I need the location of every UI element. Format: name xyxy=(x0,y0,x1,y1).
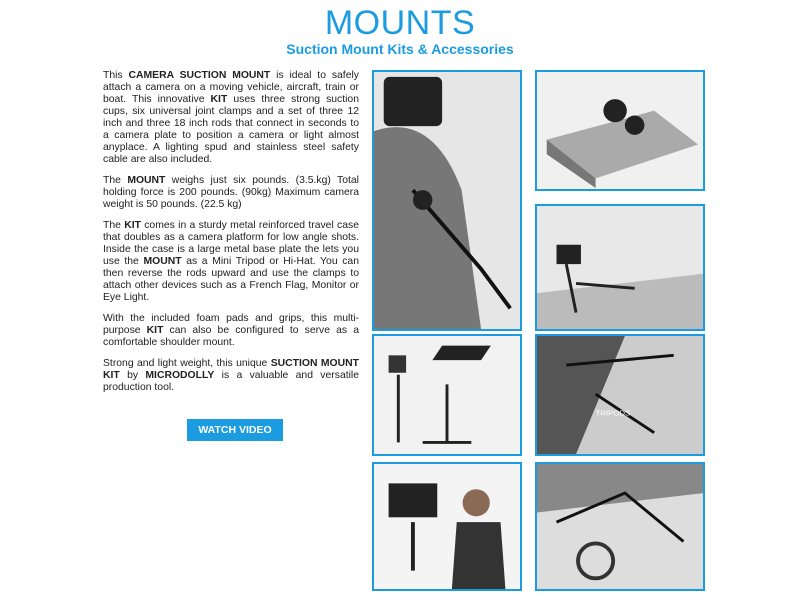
text: The xyxy=(103,175,128,186)
photo-windshield-mount[interactable] xyxy=(535,334,705,456)
page-subtitle: Suction Mount Kits & Accessories xyxy=(286,41,514,57)
description-paragraph xyxy=(103,70,359,166)
text: The xyxy=(103,220,125,231)
description-paragraph xyxy=(103,313,359,349)
bold-text: KIT xyxy=(146,325,164,336)
text: is ideal to safely attach a camera on a moving vehicle, aircraft, train or boat. This innovative xyxy=(103,70,359,105)
bold-text: MOUNT xyxy=(143,256,182,267)
photo-travel-case[interactable] xyxy=(535,70,705,191)
description-paragraph xyxy=(103,358,359,394)
text: Strong and light weight, this unique xyxy=(103,358,271,369)
bold-text: KIT xyxy=(210,94,228,105)
left-column xyxy=(103,70,359,441)
bold-text: SUCTION MOUNT KIT xyxy=(103,358,359,381)
text: comes in a sturdy metal reinforced travel case that doubles as a camera platform for low angle shots. Inside the case is a large metal base plate the lets you use the xyxy=(103,220,359,267)
page-title: MOUNTS xyxy=(324,4,476,42)
text: by xyxy=(119,370,146,381)
photo-low-angle-mount[interactable] xyxy=(535,204,705,331)
product-description xyxy=(103,70,359,403)
photo-light-stand-setup[interactable] xyxy=(372,334,522,456)
bold-text: MICRODOLLY xyxy=(145,370,215,381)
photo-car-interior-mount[interactable] xyxy=(535,462,705,591)
bold-text: KIT xyxy=(124,220,141,231)
text: uses three strong suction cups, six universal joint clamps and a set of three 12 inch and three 18 inch rods that connect in seconds to a camera plate to position a camera or light almost anyplace. A lighting spud and stainless steel safety cable are also included. xyxy=(103,94,359,165)
bold-text: MOUNT xyxy=(127,175,166,186)
bold-text: CAMERA SUCTION MOUNT xyxy=(128,70,271,81)
text: With the included foam pads and grips, this multi-purpose xyxy=(103,313,359,336)
text: weighs just six pounds. (3.5.kg) Total holding force is 200 pounds. (90kg) Maximum camera weight is 50 pounds. (22.5 kg) xyxy=(103,175,359,210)
text: This xyxy=(103,70,129,81)
text: can also be configured to serve as a comfortable shoulder mount. xyxy=(103,325,360,348)
photo-overlay-text: TRIPODS xyxy=(595,408,631,418)
description-paragraph xyxy=(103,220,359,304)
description-paragraph xyxy=(103,175,359,211)
photo-car-side-mount[interactable] xyxy=(372,70,522,331)
watch-video-button[interactable]: WATCH VIDEO xyxy=(187,419,283,441)
text: as a Mini Tripod or Hi-Hat. You can then reverse the rods upward and use the clamps to attach other devices such as a French Flag, Monitor or Eye Light. xyxy=(103,256,359,303)
text: is a valuable and versatile production tool. xyxy=(103,370,360,393)
photo-shoulder-mount[interactable] xyxy=(372,462,522,591)
